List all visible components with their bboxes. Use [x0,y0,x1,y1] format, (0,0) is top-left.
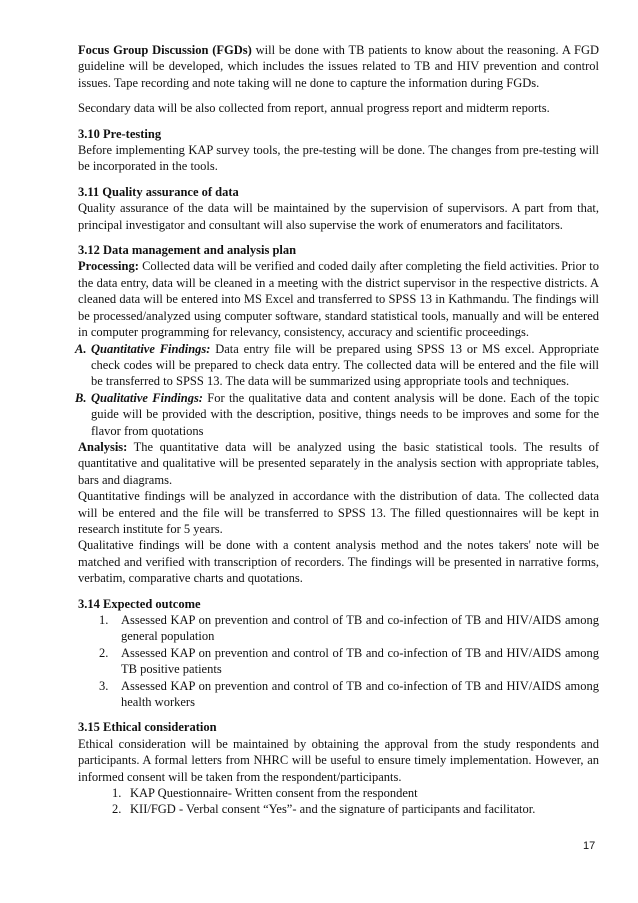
ethical-consideration-heading: 3.15 Ethical consideration [78,720,217,735]
qualitative-findings-lead: Qualitative Findings: [91,390,203,405]
qualitative-findings-text: For the qualitative data and content analysis will be done. Each of the topic guide will be provided with the description, positive, things needs to be improves and some for the flavor from quotations [91,390,599,438]
outcome-marker: 1. [99,613,109,627]
consent-item [78,785,599,801]
page-number: 17 [583,840,596,852]
outcome-text: Assessed KAP on prevention and control of TB and co-infection of TB and HIV/AIDS among TB positive patients [121,645,599,677]
outcome-text: Assessed KAP on prevention and control of TB and co-infection of TB and HIV/AIDS among general population [121,613,599,644]
consent-marker: 1. [112,786,122,801]
processing-text: Collected data will be verified and coded daily after completing the field activities. Prior to the data entry, data will be cleaned in a meeting with the district supervisor in the respective districts. A cleaned data will be entered into MS Excel and transferred to SPSS 13 in Kathmandu. The findings will be processed/analyzed using computer software, standard statistical tools, manually and will be entered in computer programming for relevancy, consistency, accuracy and scientific proceedings. [78,259,599,340]
outcome-text: Assessed KAP on prevention and control of TB and co-infection of TB and HIV/AIDS among health workers [121,678,599,710]
processing-paragraph [78,258,599,340]
processing-lead: Processing: [78,259,139,274]
outcome-marker: 2. [99,645,109,660]
qualitative-findings-item [75,390,599,439]
item-marker-b: B. [75,390,87,405]
expected-outcome-heading: 3.14 Expected outcome [78,596,201,611]
quantitative-findings-text: Data entry file will be prepared using SPSS 13 or MS excel. Appropriate check codes will be prepared to check data entry. The collected data will be entered and the file will be transferred to SPSS 13. The data will be summarized using appropriate tools and techniques. [91,341,599,389]
outcome-item [78,612,599,645]
fgd-lead: Focus Group Discussion (FGDs) [78,43,252,57]
fgd-text: will be done with TB patients to know about the reasoning. A FGD guideline will be developed, which includes the issues related to TB and HIV prevention and control issues. Tape recording and note taking will ne done to capture the information during FGDs. [78,43,600,90]
quality-text: Quality assurance of the data will be maintained by the supervision of supervisors. A part from that, principal investigator and consultant will also supervise the work of enumerators and facilitators. [78,201,599,232]
quantitative-analysis-paragraph: Quantitative findings will be analyzed in accordance with the distribution of data. The collected data will be entered and the file will be transferred to SPSS 13. The filled questionnaires will be kept in research institute for 5 years. [78,489,599,536]
document-page [75,42,600,818]
fgd-paragraph [78,42,599,91]
analysis-text: The quantitative data will be analyzed using the basic statistical tools. The results of quantitative and qualitative will be presented separately in the analysis section with appropriate tables, bars and diagrams. [78,439,599,487]
consent-text: KAP Questionnaire- Written consent from the respondent [130,786,418,801]
quantitative-findings-item [75,341,599,390]
data-management-heading: 3.12 Data management and analysis plan [78,243,297,258]
quantitative-findings-lead: Quantitative Findings: [91,341,211,356]
pretesting-text: Before implementing KAP survey tools, the pre-testing will be done. The changes from pre-testing will be incorporated in the tools. [78,143,599,174]
ethical-consideration-text: Ethical consideration will be maintained by obtaining the approval from the study respondents and participants. A formal letters from NHRC will be useful to ensure timely implementation. However, an informed consent will be taken from the respondent/participants. [78,736,599,784]
outcome-item [78,645,599,678]
outcome-marker: 3. [99,678,109,693]
consent-item [78,801,599,817]
secondary-data-paragraph: Secondary data will be also collected from report, annual progress report and midterm reports. [78,101,550,116]
consent-marker: 2. [112,802,122,817]
quality-heading: 3.11 Quality assurance of data [78,184,239,199]
outcome-item [78,678,599,711]
pretesting-heading: 3.10 Pre-testing [78,126,162,141]
analysis-lead: Analysis: [78,439,128,454]
item-marker-a: A. [75,341,87,356]
qualitative-analysis-paragraph: Qualitative findings will be done with a content analysis method and the notes takers' note will be matched and verified with transcription of recorders. The findings will be presented in narrative forms, verbatim, comparative charts and quotations. [78,538,599,586]
analysis-paragraph [78,439,599,488]
consent-text: KII/FGD - Verbal consent “Yes”- and the signature of participants and facilitator. [130,802,536,817]
